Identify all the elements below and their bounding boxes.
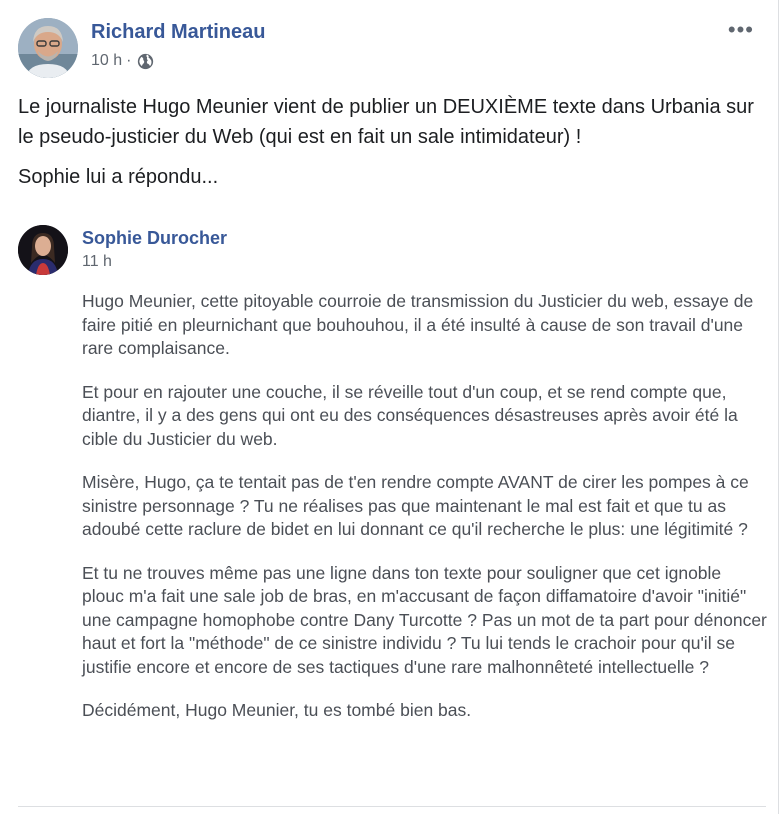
- post-paragraph: Sophie lui a répondu...: [18, 166, 219, 188]
- post-time[interactable]: 10 h: [91, 52, 123, 69]
- post-header: [18, 18, 768, 78]
- shared-author-avatar[interactable]: [18, 225, 68, 275]
- shared-paragraph: Décidément, Hugo Meunier, tu es tombé bien bas.: [82, 700, 472, 720]
- divider: [18, 806, 766, 807]
- author-avatar[interactable]: [18, 18, 78, 78]
- author-name[interactable]: Richard Martineau: [91, 21, 266, 43]
- shared-paragraph: Misère, Hugo, ça te tentait pas de t'en rendre compte AVANT de cirer les pompes à ce sinistre personnage ? Tu ne réalises pas que maintenant le mal est fait et que tu as adoubé cette raclure de bidet en lui donnant ce qu'il recherche le plus: une légitimité ?: [82, 472, 749, 539]
- shared-paragraph: Hugo Meunier, cette pitoyable courroie de transmission du Justicier du web, essaye de faire pitié en pleurnichant que bouhouhou, il a été insulté à cause de son travail d'une rare complaisance.: [82, 291, 754, 358]
- meta-separator: ·: [126, 52, 132, 69]
- shared-paragraph: Et tu ne trouves même pas une ligne dans ton texte pour souligner que cet ignoble plouc m'a fait une sale job de bras, en m'accusant de façon diffamatoire d'avoir "initié" une campagne homophobe contre Dany Turcotte ? Pas un mot de ta part pour dénoncer haut et fort la "méthode" de ce sinistre individu ? Tu lui tends le crachoir pour qu'il se justifie encore et encore de ses tactiques d'une rare malhonnêteté intellectuelle ?: [82, 562, 767, 677]
- post-text: [18, 92, 758, 202]
- shared-author-name[interactable]: Sophie Durocher: [82, 228, 228, 248]
- globe-icon[interactable]: [137, 53, 154, 70]
- post-meta: [91, 52, 154, 70]
- shared-paragraph: Et pour en rajouter une couche, il se réveille tout d'un coup, et se rend compte que, diantre, il y a des gens qui ont eu des conséquences désastreuses après avoir été la cible du Justicier du web.: [82, 381, 738, 449]
- post-paragraph: Le journaliste Hugo Meunier vient de publier un DEUXIÈME texte dans Urbania sur le pseudo-justicier du Web (qui est en fait un sale intimidateur) !: [18, 96, 754, 148]
- more-options-icon[interactable]: •••: [727, 17, 754, 42]
- shared-post-text: [82, 290, 767, 743]
- shared-post-time[interactable]: 11 h: [82, 253, 112, 270]
